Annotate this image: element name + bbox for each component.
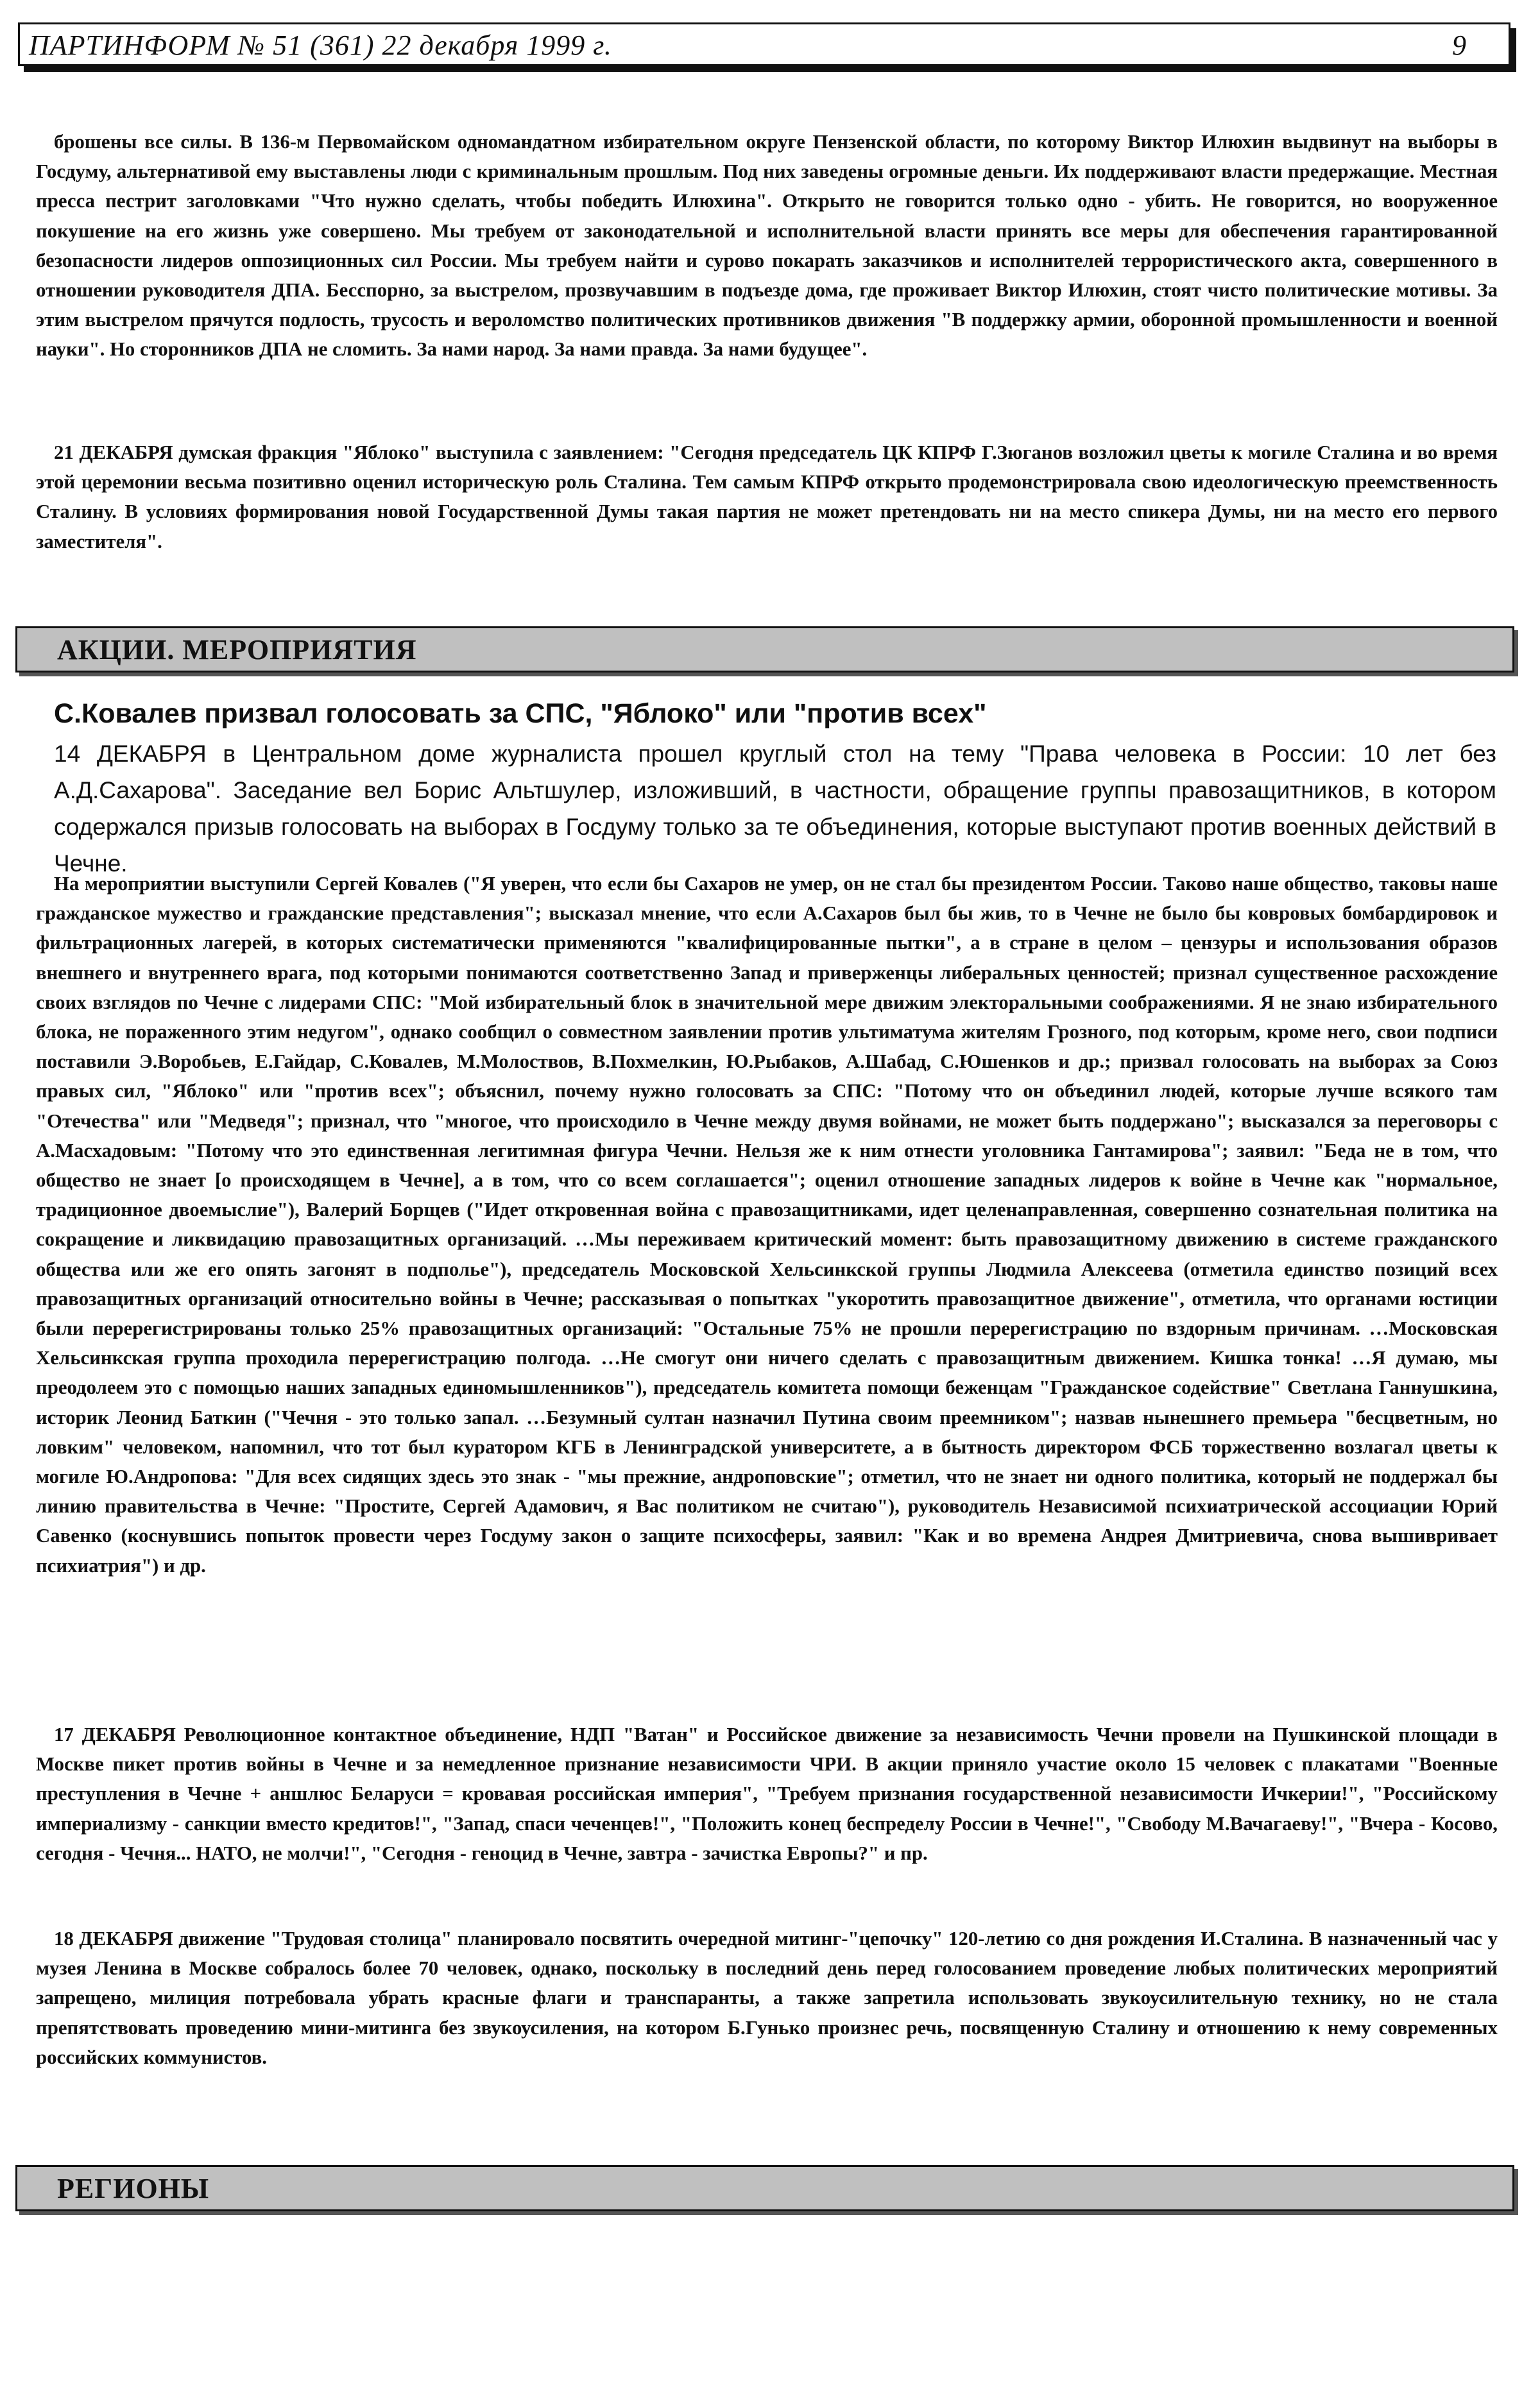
article-headline: С.Ковалев призвал голосовать за СПС, "Яблоко" или "против всех" (54, 698, 987, 729)
page-header (18, 22, 1510, 66)
paragraph-pushkin-square-picket: 17 ДЕКАБРЯ Революционное контактное объединение, НДП "Ватан" и Российское движение за независимость Чечни провели на Пушкинской площади в Москве пикет против войны в Чечне и за немедленное признание независимости ЧРИ. В акции приняло участие около 15 человек с плакатами "Военные преступления в Чечне + аншлюс Беларуси = кровавая российская империя", "Требуем признания государственной независимости Ичкерии!", "Российскому империализму - санкции вместо кредитов!", "Запад, спаси чеченцев!", "Положить конец беспределу России в Чечне!", "Свободу М.Вачагаеву!", "Вчера - Косово, сегодня - Чечня... НАТО, не молчи!", "Сегодня - геноцид в Чечне, завтра - зачистка Европы?" и пр. (36, 1724, 1498, 1864)
article-lead: 14 ДЕКАБРЯ в Центральном доме журналиста прошел круглый стол на тему "Права человека в России: 10 лет без А.Д.Сахарова". Заседание вел Борис Альтшулер, изложивший, в частности, обращение группы правозащитников, в котором содержался призыв голосовать на выборах в Госдуму только за те объединения, которые выступают против военных действий в Чечне. (54, 741, 1496, 877)
publication-title: ПАРТИНФОРМ № 51 (361) 22 декабря 1999 г. (29, 30, 612, 61)
section-title-regions: РЕГИОНЫ (57, 2173, 210, 2204)
paragraph-trudovaya-stolitsa-rally: 18 ДЕКАБРЯ движение "Трудовая столица" планировало посвятить очередной митинг-"цепочку" 120-летию со дня рождения И.Сталина. В назначенный час у музея Ленина в Москве собралось более 70 человек, однако, поскольку в последний день перед голосованием проведение любых политических мероприятий запрещено, милиция потребовала убрать красные флаги и транспаранты, а также запретила использовать звукоусилительную технику, но не стала препятствовать проведению мини-митинга без звукоусиления, на котором Б.Гунько произнес речь, посвященную Сталину и отношению к нему современных российских коммунистов. (36, 1928, 1498, 2068)
paragraph-yabloko-statement: 21 ДЕКАБРЯ думская фракция "Яблоко" выступила с заявлением: "Сегодня председатель ЦК КПРФ Г.Зюганов возложил цветы к могиле Сталина и во время этой церемонии весьма позитивно оценил историческую роль Сталина. Тем самым КПРФ открыто продемонстрировала свою идеологическую преемственность Сталину. В условиях формирования новой Государственной Думы такая партия не может претендовать ни на место спикера Думы, ни на место его первого заместителя". (36, 441, 1498, 553)
paragraph-ilyukhin-statement: брошены все силы. В 136-м Первомайском одномандатном избирательном округе Пензенской области, по которому Виктор Илюхин выдвинут на выборы в Госдуму, альтернативой ему выставлены люди с криминальным прошлым. Под них заведены огромные деньги. Их поддерживают власти предержащие. Местная пресса пестрит заголовками "Что нужно сделать, чтобы победить Илюхина". Открыто не говорится только одно - убить. Не говорится, но вооруженное покушение на его жизнь уже совершено. Мы требуем от законодательной и исполнительной власти принять все меры для обеспечения гарантированной безопасности лидеров оппозиционных сил России. Мы требуем найти и сурово покарать заказчиков и исполнителей террористического акта, совершенного в отношении руководителя ДПА. Бесспорно, за выстрелом, прозвучавшим в подъезде дома, где проживает Виктор Илюхин, стоят чисто политические мотивы. За этим выстрелом прячутся подлость, трусость и вероломство политических противников движения "В поддержку армии, оборонной промышленности и военной науки". Но сторонников ДПА не сломить. За нами народ. За нами правда. За нами будущее". (36, 131, 1498, 361)
paragraph-round-table-speakers: На мероприятии выступили Сергей Ковалев ("Я уверен, что если бы Сахаров не умер, он не стал бы президентом России. Таково наше общество, таковы наше гражданское мужество и гражданские представления"; высказал мнение, что если А.Сахаров был бы жив, то в Чечне не было бы ковровых бомбардировок и фильтрационных лагерей, в которых систематически применяются "квалифицированные пытки", а в стране в целом – цензуры и использования образов внешнего и внутреннего врага, под которыми понимаются соответственно Запад и приверженцы либеральных ценностей; признал существенное расхождение своих взглядов по Чечне с лидерами СПС: "Мой избирательный блок в значительной мере движим электоральными соображениями. Я не знаю избирательного блока, не пораженного этим недугом", однако сообщил о совместном заявлении против ультиматума жителям Грозного, под которым, кроме него, свои подписи поставили Э.Воробьев, Е.Гайдар, С.Ковалев, М.Молоствов, В.Похмелкин, Ю.Рыбаков, А.Шабад, С.Юшенков и др.; призвал голосовать на выборах за Союз правых сил, "Яблоко" или "против всех"; объяснил, почему нужно голосовать за СПС: "Потому что он объединил людей, которые лучше всякого там "Отечества" или "Медведя"; признал, что "многое, что происходило в Чечне между двумя войнами, не может быть поддержано"; высказался за переговоры с А.Масхадовым: "Потому что это единственная легитимная фигура Чечни. Нельзя же к ним отнести уголовника Гантамирова"; заявил: "Беда не в том, что общество не знает [о происходящем в Чечне], а в том, что со всем соглашается"; оценил отношение западных лидеров к войне в Чечне как "нормальное, традиционное двоемыслие"), Валерий Борщев ("Идет откровенная война с правозащитниками, идет целенаправленная, совершенно сознательная политика на сокращение и ликвидацию правозащитных организаций. …Мы переживаем критический момент: быть правозащитному движению в системе гражданского общества или же его опять загонят в подполье"), председатель Московской Хельсинкской группы Людмила Алексеева (отметила единство позиций всех правозащитных организаций относительно войны в Чечне; рассказывая о попытках "укоротить правозащитное движение", отметила, что органами юстиции были перерегистрированы только 25% правозащитных организаций: "Остальные 75% не прошли перерегистрацию по вздорным причинам. …Московская Хельсинкская группа проходила перерегистрацию полгода. …Не смогут они ничего сделать с правозащитным движением. Кишка тонка! …Я думаю, мы преодолеем это с помощью наших западных единомышленников"), председатель комитета помощи беженцам "Гражданское содействие" Светлана Ганнушкина, историк Леонид Баткин ("Чечня - это только запал. …Безумный султан назначил Путина своим преемником"; назвав нынешнего премьера "бесцветным, но ловким" человеком, напомнил, что тот был куратором КГБ в Ленинградской университете, а в бытность директором ФСБ торжественно возлагал цветы к могиле Ю.Андропова: "Для всех сидящих здесь это знак - "мы прежние, андроповские"; отметил, что не знает ни одного политика, который не поддержал бы линию правительства в Чечне: "Простите, Сергей Адамович, я Вас политиком не считаю"), руководитель Независимой психиатрической ассоциации Юрий Савенко (коснувшись попыток провести через Госдуму закон о защите психосферы, заявил: "Как и во времена Андрея Дмитриевича, снова вышивривает психиатрия") и др. (36, 873, 1498, 1577)
section-bar-regions (15, 2165, 1514, 2211)
section-title-actions: АКЦИИ. МЕРОПРИЯТИЯ (57, 634, 417, 665)
page-number: 9 (1452, 30, 1466, 61)
section-bar-actions (15, 626, 1514, 673)
